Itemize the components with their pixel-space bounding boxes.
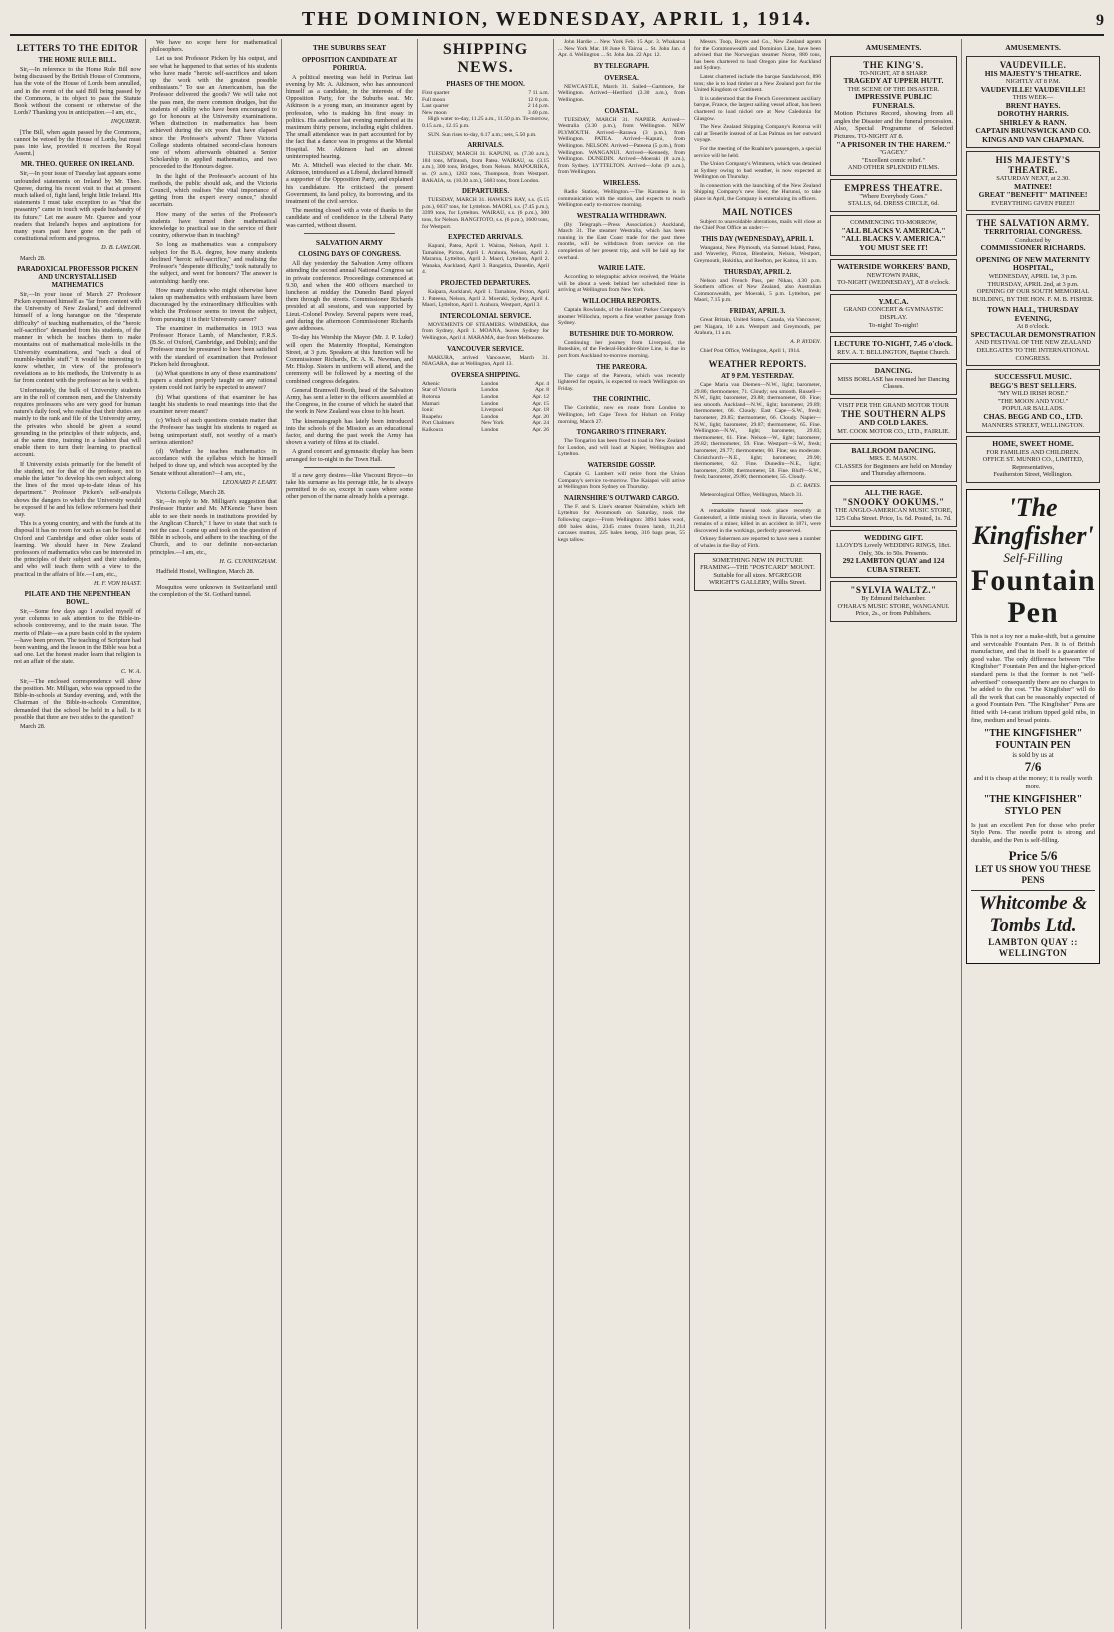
ad-music-store: ALL THE RAGE. "SNOOKY OOKUMS." THE ANGLO-AMERICAN MUSIC STORE, 125 Cuba Street. Price, 1s. 6d. Posted, 1s. 7d.	[830, 485, 957, 527]
mail-body: Nelson and French Pass, per Nikau, 4.30 p.m. Southern offices of New Zealand, also Australian Commonwealth, per Moeraki, 5 p.m. Lyttelton, per Maori, 7.15 p.m.	[694, 277, 821, 304]
masthead-title: THE DOMINION, WEDNESDAY, APRIL 1, 1914.	[301, 8, 813, 30]
ad-kingfisher-pen	[966, 489, 1100, 965]
ad-benefit-matinee: HIS MAJESTY'S THEATRE. SATURDAY NEXT, at 2.30. MATINEE! GREAT "BENEFIT" MATINEE! EVERYTHING GIVEN FREE!!	[966, 151, 1100, 211]
letter-date: March 28.	[20, 723, 46, 731]
mail-body: Great Britain, United States, Canada, via Vancouver, per Niagara, 10 a.m. Westport and Greymouth, per Arahura, 11 a.m.	[694, 317, 821, 337]
letter-signature: INQUIRER.	[110, 118, 141, 126]
letter-body: (d) Whether he teaches mathematics in accordance with the syllabus which he himself helped to draw up, and which was accepted by the Senate without alteration?—I am, etc.,	[150, 447, 277, 477]
article-body: To-day his Worship the Mayor (Mr. J. P. Luke) will open the Maternity Hospital, Kensington Street, at 3 p.m. Speakers at this function will be Commissioner Richards, Dr. A. K. Newman, and Mr. Hislop. Sisters in uniform will attend, and the ceremony will be followed by a meeting of the combined congress delegates.	[286, 334, 413, 385]
table-row: Star of Victoria London Apr. 8	[422, 387, 549, 394]
ad-empress-theatre: EMPRESS THEATRE. "Where Everybody Goes." STALLS, 6d. DRESS CIRCLE, 6d.	[830, 179, 957, 212]
shipping-subheading: BUTESHIRE DUE TO-MORROW.	[569, 330, 674, 338]
divider	[168, 579, 259, 580]
shipping-body: TUESDAY, MARCH 31. HAWKE'S BAY, s.s. (5.15 p.m.), 6037 tons, for Lyttelton. MAORI, s.s. (7.45 p.m.), 3399 tons, for Lyttelton. WAIRAU, s.s. (6 p.m.), 300 tons, for Nelson. RANGITOTO, s.s. (6 p.m.), 1600 tons, for Westport.	[422, 197, 549, 230]
kingfisher-title: 'The Kingfisher'	[972, 492, 1094, 550]
column-amusements-2	[962, 39, 1104, 1629]
shipping-subheading: WILLOCHRA REPORTS.	[582, 298, 661, 306]
weather-heading: WEATHER REPORTS.	[708, 358, 807, 369]
table-row: First quarter 7 11 a.m.	[422, 90, 549, 96]
shipping-body: Kapuni, Patea, April 1. Wairau, Nelson, April 1. Tamahine, Picton, April 1. Arahura, Nelson, April 2. Mararoa, Lyttelton, April 2. Maori, Lyttelton, April 2. Wanaka, Auckland, April 3. Rangatira, Dunedin, April 4.	[422, 243, 549, 276]
mail-body: Wanganui, New Plymouth, via Samuel Island, Patea, and Waverley, Picton, Blenheim, Nelson, Westport, Greymouth, Hokitika, and Reefton, per Kaitoa, 11 a.m.	[694, 244, 821, 265]
ad-vaudeville: VAUDEVILLE. HIS MAJESTY'S THEATRE. NIGHTLY AT 8 P.M. VAUDEVILLE! VAUDEVILLE! THIS WEEK— BRENT HAYES. DOROTHY HARRIS. SHIRLEY & RANN. CAPTAIN BRUNSWICK AND CO. KINGS AND VAN CHAPMAN.	[966, 56, 1100, 149]
shipping-subheading: VANCOUVER SERVICE.	[447, 345, 524, 353]
kingfisher-stylo-name: "THE KINGFISHER"	[983, 793, 1083, 805]
table-row: Last quarter 2 14 p.m.	[422, 103, 549, 110]
mail-subheading: THURSDAY, APRIL 2.	[723, 268, 792, 276]
section-heading-letters: LETTERS TO THE EDITOR	[16, 43, 139, 53]
letter-body: If University exists primarily for the benefit of the student, not for that of the professor, not to enable the latter "to develop his own subject along the lines of the most up-to-date ideas of his department." Professor Picken's self-analysis shows the dangers to which the University would be exposed if he and his fellow reformers had their way.	[14, 460, 141, 518]
shipping-body: MAKURA, arrived Vancouver, March 31. NIAGARA, due at Wellington, April 13.	[422, 354, 549, 368]
shipping-body: Continuing her journey from Liverpool, the Buteshire, of the Federal-Houlder-Shire Line, is due in port from Auckland to-morrow morning.	[558, 339, 685, 359]
sun-text: SUN. Sun rises to-day, 6.17 a.m.; sets, 5.50 p.m.	[428, 131, 537, 138]
letter-signature: D. B. LAWLOR.	[101, 244, 141, 252]
shipping-subheading: PROJECTED DEPARTURES.	[440, 280, 531, 288]
ad-dancing: DANCING. MISS BORLASE has resumed her Dancing Classes.	[830, 363, 957, 395]
table-row: New moon 3 40 p.m.	[422, 109, 549, 116]
shipping-subheading: WESTRALIA WITHDRAWN.	[576, 212, 667, 220]
filler-item: If a new gory desires—like Viscount Bryce—to take his surname as his peerage title, he is always permitted to do so, except in cases where some other person of the name already holds a peerage.	[286, 471, 413, 501]
ad-ymca-concert: Y.M.C.A. GRAND CONCERT & GYMNASTIC DISPLAY. To-night! To-night!	[830, 294, 957, 333]
kingfisher-firm: Whitcombe & Tombs Ltd.	[971, 890, 1095, 937]
letter-body: Unfortunately, the bulk of University students are in the roll of common men, and the University requires professors who are very good for human nature's daily food, who realise that their duties are mainly to the rank and file of the University army, the privates who should be given a sound grounding in the principles of their subjects, and, at the same time, training in a fashion that will enable them to turn their learning to practical account.	[14, 386, 141, 459]
letter-body: How many students who might otherwise have taken up mathematics with enthusiasm have been discouraged by the extraordinary difficulties with which the Professor seems to invest the subject, from pursuing it in their University career?	[150, 286, 277, 323]
kingfisher-fountain-pen: FOUNTAIN PEN	[995, 740, 1071, 752]
filler-item: A remarkable funeral took place recently at Guntersdorf, a little mining town in Bavaria, when the remains of a miner, killed in an accident in 1871, were discovered in the workings, perfectly preserved.	[694, 508, 821, 534]
kingfisher-stylo-price: Price 5/6	[1008, 848, 1058, 864]
kingfisher-call: LET US SHOW YOU THESE PENS	[975, 864, 1091, 886]
shipping-subheading: BY TELEGRAPH.	[593, 62, 650, 70]
ad-salvation-army: THE SALVATION ARMY. TERRITORIAL CONGRESS. Conducted by COMMISSIONER RICHARDS. OPENING OF NEW MATERNITY HOSPITAL, WEDNESDAY, APRIL 1st, 3 p.m. THURSDAY, APRIL 2nd, at 3 p.m. OPENING OF OUR SOUTH MEMORIAL BUILDING, BY THE HON. F. M. B. FISHER. TOWN HALL, THURSDAY EVENING, At 8 o'clock. SPECTACULAR DEMONSTRATION AND FESTIVAL OF THE NEW ZEALAND DELEGATES TO THE INTERNATIONAL CONGRESS.	[966, 214, 1100, 366]
shipping-body: TUESDAY, MARCH 31. NAPIER. Arrived—Westralia (3.30 p.m.), from Wellington. NEW PLYMOUTH. Arrived—Rarawa (3 p.m.), from Wellington. PATEA. Arrived—Kapuni, from Wellington. NELSON. Arrived—Pateena (5 p.m.), from Wellington. WANGANUI. Arrived—Kennedy, from Wellington. DUNEDIN. Arrived—Moeraki (8 a.m.), from Sydney. LYTTELTON. Arrived—John (9 a.m.), from Wellington.	[558, 116, 685, 176]
shipping-subheading: THE PAREORA.	[596, 363, 647, 371]
article-heading: THE SUBURBS SEAT	[312, 43, 387, 52]
shipping-subheading: DEPARTURES.	[461, 188, 510, 196]
letter-body: The examiner in mathematics in 1913 was Professor Horace Lamb, of Manchester, F.R.S. (B.Sc. of Oxford, Cambridge, and Dublin); and the Professor must be presumed to have been satisfied with the standard of examination that Professor Picken held throughout.	[150, 324, 277, 368]
shipping-body: John Hardie ... New York Feb. 15 Apr. 3. Whakarua ... New York Mar. 18 June 8. Tairoa ... St. John Jan. 4 Apr. 4. Wellington ... St. John Jan. 22 Apr. 12.	[558, 39, 685, 59]
letter-body: Sir,—In your issue of Tuesday last appears some unfounded statements on Ireland by Mr. Theo. Queree, during his recent visit to that at present much talked of, fight land, bright little Ireland. His statements I must take exception to as "that the peasantry" came in touch with spade husbandry of its future." Let me assure Mr. Queree and your readers that Ireland's hopes and aspirations for many years past have gone on the path of constitutional reform and progress.	[14, 170, 141, 243]
table-row: Ruapehu London Apr. 20	[422, 413, 549, 420]
amusements-heading: AMUSEMENTS.	[1005, 43, 1061, 52]
letter-signature: H. G. CUNNINGHAM.	[219, 557, 277, 565]
letter-date: March 28.	[20, 254, 46, 262]
shipping-subheading: WATERSIDE GOSSIP.	[587, 461, 656, 469]
kingfisher-price: 7/6	[1024, 759, 1042, 775]
letter-affiliation: Hadfield Hostel, Wellington, March 28.	[156, 568, 255, 576]
shipping-heading: SHIPPING NEWS.	[442, 41, 529, 76]
ad-waterside-band: WATERSIDE WORKERS' BAND, NEWTOWN PARK, TO-NIGHT (WEDNESDAY), AT 8 o'clock.	[830, 259, 957, 291]
article-body: All day yesterday the Salvation Army officers attending the second annual National Congress sat in private conference. Proceedings commenced at 9.30, and when the 400 officers marched to luncheon at midday the Dunedin Band played them through the streets. Commissioner Richards presided at all sessions, and was supported by Lieut.-Colonel Powley. Several papers were read, and during the afternoon Commissioner Richards gave addresses.	[286, 260, 413, 333]
page-number: 9	[1096, 12, 1104, 29]
shipping-body: The F. and S. Line's steamer Nairnshire, which left Lyttelton for Avonmouth on Saturday, took the following cargo:—From Wellington: 3094 bales wool, 400 bales skins, 2345 crates frozen lamb, 11,214 carcases mutton, 225 bales hemp, 316 bags peas, 55 kegs tallow.	[558, 503, 685, 543]
letter-body: (b) What questions of that examiner he has taught his students to read meanings into that the examiner never meant?	[150, 393, 277, 415]
article-subheading: CLOSING DAYS OF CONGRESS.	[298, 251, 401, 259]
mail-affiliation: Chief Post Office, Wellington, April 1, 1914.	[700, 348, 801, 355]
letter-body: Sir,—In reference to the Home Rule Bill now being discussed by the British House of Commons, has the vote of the House of Lords been annulled, and in the event of the said Bill being passed by the Commons, is its object to pass the Statute Book without the consent or otherwise of the Lords? Thanking you in anticipation.—I am, etc.,	[14, 66, 141, 117]
shipping-body: In connection with the launching of the New Zealand Shipping Company's new liner, the Hurunui, to take place in April, the Company is entertaining its officers.	[694, 182, 821, 203]
weather-affiliation: Meteorological Office, Wellington, March 31.	[700, 492, 803, 499]
ad-kings-theatre: THE KING'S. TO-NIGHT, AT 8 SHARP. TRAGEDY AT UPPER HUTT. THE SCENE OF THE DISASTER. IMPRESSIVE PUBLIC FUNERALS. Motion Pictures Record, showing from all angles the Disaster and the funeral procession. Also, Special Programme of Selected Pictures. TO-NIGHT AT 8. "A PRISONER IN THE HAREM." "GAGEY." "Excellent comic relief." AND OTHER SPLENDID FILMS.	[830, 56, 957, 176]
shipping-body: Captain Rowlands, of the Huddart Parker Company's steamer Willochra, reports a fine weather passage from Sydney.	[558, 307, 685, 327]
article-subheading: OPPOSITION CANDIDATE AT PORIRUA.	[301, 56, 398, 72]
column-shipping-telegraph	[554, 39, 690, 1629]
column-shipping	[418, 39, 554, 1629]
letter-heading: PILATE AND THE NEPENTHEAN BOWL.	[24, 591, 131, 606]
shipping-body: NEWCASTLE, March 31. Sailed—Gartmore, for Wellington. Arrived—Hertford (3.30 a.m.), from Wellington.	[558, 83, 685, 103]
shipping-subheading: WAIRIE LATE.	[597, 265, 646, 273]
oversea-shipping-table	[422, 381, 549, 434]
shipping-body: Kaipara, Auckland, April 1. Tamahine, Picton, April 1. Pateena, Nelson, April 2. Moeraki, Sydney, April 4. Maori, Lyttelton, April 1. Arahura, Westport, April 3.	[422, 289, 549, 309]
letter-heading: PARADOXICAL PROFESSOR PICKEN AND UNCRYSTALLISED MATHEMATICS	[17, 265, 138, 289]
letter-body: Sir,—The enclosed correspondence will show the position. Mr. Milligan, who was opposed to the Bible-in-schools at Sunday evening, and, with the Chairman of the Bible-in-schools Committee, demanded that the school be held in a hall. Is it possible that there are two sides to the question?	[14, 677, 141, 721]
ad-begg-music: SUCCESSFUL MUSIC. BEGG'S BEST SELLERS. "MY WILD IRISH ROSE." "THE MOON AND YOU." POPULAR BALLADS. CHAS. BEGG AND CO., LTD. MANNERS STREET, WELLINGTON.	[966, 369, 1100, 433]
ad-all-blacks-film: COMMENCING TO-MORROW, "ALL BLACKS V. AMERICA." "ALL BLACKS V. AMERICA." YOU MUST SEE IT!	[830, 215, 957, 256]
letter-signature: H. F. VON HAAST.	[93, 579, 141, 587]
letter-body: This is a young country, and with the funds at its disposal it has no room for such as can be found at Oxford and Cambridge and other older seats of learning. We should have in New Zealand professors of mathematics who can be interested in the principles of their subject and their students, and who will teach them with a view to the practical in the affairs of life.—I am, etc.,	[14, 520, 141, 578]
article-heading: SALVATION ARMY	[315, 237, 384, 247]
shipping-body: According to telegraphic advice received, the Wairie will be about a week behind her scheduled time in arriving at Wellington from New York.	[558, 274, 685, 294]
shipping-subheading: NAIRNSHIRE'S OUTWARD CARGO.	[564, 494, 679, 502]
letter-heading: MR. THEO. QUEREE ON IRELAND.	[21, 161, 134, 169]
table-row: Kaikoura London Apr. 26	[422, 426, 549, 433]
letter-body: Let us test Professor Picken by his output, and see what he happened to that series of his students who have made "heroic self-sacrifices and taken up the work with the greatest possible enthusiasm." To use an Americanism, has the Professor delivered the goods? We will take not the pass men, the mere common drudges, but the students of ability who have been encouraged to go for honours at the University examinations. When distinction in mathematics has been achieved during the six years that have elapsed since the Professor's advent? Three Victoria College students obtained second-class honours one of whom afterwards obtained a Senior Scholarship in applied mathematics, and two proceeded to the Honours degree.	[150, 55, 277, 171]
shipping-body: The Union Company's Wimmera, which was detained at Sydney owing to bad weather, is now expected at Wellington on Thursday.	[694, 161, 821, 181]
article-body: The kinematograph has lately been introduced into the schools of the Mission as an educational factor, and during the past week the Army has shown a variety of films at its citadel.	[286, 417, 413, 447]
shipping-body: The Corinthic, now en route from London to Wellington, left Cape Town for Hobart on Friday morning, March 27.	[558, 405, 685, 425]
amusements-heading: AMUSEMENTS.	[865, 43, 922, 52]
column-mail-weather	[690, 39, 826, 1629]
kingfisher-sold: is sold by us at	[1012, 751, 1054, 760]
article-body: The meeting closed with a vote of thanks to the candidate and of confidence in the Liberal Party was carried, without dissent.	[286, 207, 413, 229]
column-amusements	[826, 39, 962, 1629]
shipping-subheading: EXPECTED ARRIVALS.	[448, 234, 523, 242]
article-body: A political meeting was held in Porirua last evening by Mr. A. Atkinson, who has announced himself as a candidate, in the interests of the Opposition Party, for the Suburbs seat. Mr. Atkinson is a young man, an insurance agent by profession, who is making his first essay in politics. His audience last evening numbered at its maximum thirty persons, including eight children. The small attendance was in part accounted for by the fact that a dance was in progress at the Mental Hospital. Mr. Atkinson had an almost uninterrupted hearing.	[286, 73, 413, 160]
shipping-body: Messrs. Toop, Boyes and Co., New Zealand agents for the Commonwealth and Dominion Line, have been advised that the Norwegian steamer Norse, 880 tons, has been chartered to load Oregon pine for Auckland and Sydney.	[694, 39, 821, 72]
editor-note: [The Bill, when again passed by the Commons, cannot be vetoed by the House of Lords, but must pass into law, provided it receives the Royal Assent.]	[14, 128, 141, 158]
letter-signature: C. W. A.	[120, 667, 141, 675]
shipping-body: For the meeting of the Ruahine's passengers, a special service will be held.	[694, 145, 821, 159]
shipping-subheading: COASTAL.	[604, 107, 639, 115]
weather-signature: D. C. BATES.	[790, 482, 821, 489]
shipping-body: TUESDAY, MARCH 31. KAPUNI, ss. (7.30 a.m.), 184 tons, M'Intosh, from Patea. WAIRAU, ss. (3.15 a.m.), 300 tons, Bridges, from Nelson. MAPOURIKA, ss. (9 a.m.), 1203 tons, Thompson, from Westport. RAKAIA, ss. (10.30 a.m.), 5683 tons, from London.	[422, 151, 549, 184]
letter-body: In the light of the Professor's account of his methods, the public should ask, and the Victoria Council, which realises "the vital importance of getting from the expert every ounce," should ascertain.	[150, 172, 277, 209]
article-body: Mr. A. Mitchell was elected to the chair. Mr. Atkinson, introduced as a Liberal, declared himself a supporter of the Opposition Party, and explained his candidature. He criticised the present Government, its land policy, its borrowing, and its treatment of the civil service.	[286, 161, 413, 205]
ad-lecture: LECTURE TO-NIGHT, 7.45 o'clock. REV. A. T. BELLINGTON, Baptist Church.	[830, 336, 957, 360]
table-row: Ionic Liverpool Apr. 18	[422, 407, 549, 414]
kingfisher-pen-title: Fountain Pen	[971, 563, 1096, 629]
shipping-body: The Tongariro has been fixed to load in New Zealand for London, and will load at Napier, Wellington and Lyttelton.	[558, 438, 685, 458]
article-body: A grand concert and gymnastic display has been arranged for to-night in the Town Hall.	[286, 448, 413, 463]
kingfisher-subtitle: Self-Filling	[1003, 549, 1063, 565]
article-body: General Bramwell Booth, head of the Salvation Army, has sent a letter to the officers assembled at the Congress, in the course of which he stated that the work in New Zealand was close to his heart.	[286, 386, 413, 416]
letter-body: Sir,—In reply to Mr. Milligan's suggestion that Professor Hunter and Mr. M'Kenzie "have been able to see their needs in institutions provided by the Anglican Church," I have to state that such is not the case. I came up and took on the question of Bible in schools, and adhere to the teaching of the Church, and to our definite non-sectarian principles.—I am, etc.,	[150, 498, 277, 556]
letter-body: We have no scope here for mathematical philosophers.	[150, 39, 277, 54]
table-row: Athenic London Apr. 4	[422, 380, 549, 387]
ad-ballroom-dancing: BALLROOM DANCING. MRS. E. MASON. CLASSES for Beginners are held on Monday and Thursday afternoons.	[830, 443, 957, 482]
kingfisher-body: This is not a toy nor a make-shift, but a genuine and serviceable Fountain Pen. It is of British manufacture, and that in itself is a guarantee of good value. The only difference between "The Kingfisher" Fountain Pen and the higher-priced standard pens is that the former is not "self-advertised" consequently there are no charges to be added to the cost. "The Kingfisher" will do all the work that can be reasonably expected of a good Fountain Pen. "The Kingfisher" Pens are fitted with 14-carat iridium tipped gold nibs, in fine, medium and broad points.	[971, 632, 1096, 724]
column-letters-continued	[146, 39, 282, 1629]
ad-picture-framing: SOMETHING NEW IN PICTURE FRAMING—THE "POSTCARD" MOUNT. Suitable for all sizes. M'GREGOR WRIGHT'S GALLERY, Willis Street.	[694, 553, 821, 591]
kingfisher-stylo-body: Is just an excellent Pen for those who prefer Stylo Pens. The needle point is strong and durable, and the Pen is self-filling.	[971, 821, 1096, 844]
letter-body: So long as mathematics was a compulsory subject for the B.A. degree, how many students declined "heroic self-sacrifice," and realising the Professor's "desperate difficulty," took naturally to the subject, and went for honours? The answer is astonishing: hardly one.	[150, 241, 277, 285]
mail-signature: A. P. RYDEN.	[790, 338, 821, 345]
letter-affiliation: Victoria College, March 28.	[156, 488, 226, 496]
table-row: Full moon 12 0 p.m.	[422, 96, 549, 103]
divider	[304, 467, 395, 468]
shipping-subheading: TONGARIRO'S ITINERARY.	[576, 429, 667, 437]
columns	[10, 39, 1104, 1629]
letter-body: Sir,—Some few days ago I availed myself of your columns to ask attention to the Bible-in-schools controversy, and to the main issue. The merits of Pilate—as a pure basin cold in the system—have been proven. The teaching of Scripture had been wanting, and the lesson in the Bible was but a sad one. Let the honest reader learn that religion is not an affair of the state.	[14, 608, 141, 666]
moon-phases-table	[422, 90, 549, 116]
shipping-body: Latest chartered include the barque Sandalwood, 896 tons; she is to load timber at a New Zealand port for the United Kingdom or Continent.	[694, 73, 821, 94]
weather-subheading: AT 9 P.M. YESTERDAY.	[721, 372, 794, 380]
shipping-subheading: PHASES OF THE MOON.	[446, 81, 525, 88]
column-news	[282, 39, 418, 1629]
shipping-subheading: THE CORINTHIC.	[592, 396, 651, 404]
shipping-body: Radio Station, Wellington.—The Karamea is in communication with the station, and expects to reach Wellington early to-morrow morning.	[558, 188, 685, 209]
shipping-body: Captain G. Lambert will retire from the Union Company's service to-morrow. The Kaiapoi will arrive at Wellington from Sydney on Thursday.	[558, 470, 685, 491]
ad-home-sweet-home: HOME, SWEET HOME. FOR FAMILIES AND CHILDREN. OFFICE ST. MUNRO CO., LIMITED, Representatives, Featherston Street, Wellington.	[966, 436, 1100, 483]
shipping-body: The cargo of the Pareora, which was recently lightered for repairs, is expected to reach Wellington on Friday.	[558, 372, 685, 392]
filler-item: Orkney fishermen are reported to have seen a number of whales in the Bay of Firth.	[694, 536, 821, 550]
masthead	[10, 8, 1104, 36]
kingfisher-stylo-pen: STYLO PEN	[1004, 805, 1062, 817]
shipping-subheading: OVERSEA SHIPPING.	[451, 371, 520, 379]
shipping-body: The New Zealand Shipping Company's Rotorua will call at Tenerife instead of at Las Palmas on her outward voyage.	[694, 124, 821, 144]
ad-motor-tour: VISIT PER THE GRAND MOTOR TOUR THE SOUTHERN ALPS AND COLD LAKES. MT. COOK MOTOR CO., LTD., FAIRLIE.	[830, 398, 957, 440]
shipping-body: MOVEMENTS OF STEAMERS. WIMMERA, due from Sydney, April 1. MOANA, leaves Sydney for Wellington, April 4. MARAMA, due from Melbourne.	[422, 321, 549, 342]
mail-subheading: FRIDAY, APRIL 3.	[729, 308, 786, 315]
table-row: Mamari London Apr. 15	[422, 400, 549, 407]
kingfisher-cheap: and it is cheap at the money; it is really worth more.	[973, 775, 1093, 790]
shipping-subheading: WIRELESS.	[602, 179, 641, 187]
divider	[712, 503, 803, 504]
letter-heading: THE HOME RULE BILL.	[38, 57, 117, 64]
letter-body: (a) What questions in any of these examinations' papers a student properly taught on any rational system could not fairly be expected to answer?	[150, 369, 277, 392]
mail-notices-heading: MAIL NOTICES	[722, 206, 793, 217]
kingfisher-address: LAMBTON QUAY :: WELLINGTON	[988, 937, 1078, 959]
shipping-subheading: ARRIVALS.	[467, 142, 504, 150]
mail-subheading: THIS DAY (WEDNESDAY), APRIL 1.	[701, 235, 814, 243]
ad-sylvia-waltz: "SYLVIA WALTZ." By Edmund Belchamber. O'HARA'S MUSIC STORE, WANGANUI. Price, 2s., or from Publishers.	[830, 581, 957, 622]
column-letters	[10, 39, 146, 1629]
letter-body: (c) Which of such questions contain matter that the Professor has taught his students to regard as being unimportant stuff, not worthy of a man's serious attention?	[150, 417, 277, 446]
letter-body: Sir,—In your issue of March 27 Professor Picken expressed himself as "far from content with the University of New Zealand," and delivered himself of a long harangue on the "desperate difficulty" of teaching mathematics, of the "heroic self-sacrifice" demanded from his students, of the manner in which he teaches them to make mountains out of mathematical mole-hills in the University examinations, and "such a deal of mumble-bumble stuff." It would be interesting to know whether, in view of the professor's revelations as to his methods, the University is as far from content with the professor as he is with it.	[14, 290, 141, 385]
kingfisher-name: "THE KINGFISHER"	[983, 728, 1083, 740]
mail-body: Subject to unavoidable alterations, mails will close at the Chief Post Office as under:—	[694, 218, 821, 232]
divider	[304, 233, 395, 234]
ad-wedding-rings: WEDDING GIFT. LLOYD'S Lovely WEDDING RINGS, 18ct. Only, 30s. to 50s. Presents. 292 LAMBTON QUAY and 124 CUBA STREET.	[830, 530, 957, 579]
letter-body: How many of the series of the Professor's students have turned their mathematical knowledge to practical use in the service of their country, otherwise than in teaching?	[150, 210, 277, 240]
shipping-subheading: INTERCOLONIAL SERVICE.	[439, 312, 532, 320]
filler-item: Mosquitos were unknown in Switzerland until the completion of the St. Gothard tunnel.	[150, 584, 277, 599]
table-row: Port Chalmers New York Apr. 24	[422, 420, 549, 427]
shipping-body: (By Telegraph.—Press Association.) Auckland, March 31. The steamer Westralia, which has been running in the East Coast trade for the past three months, will be withdrawn from service on the completion of her present trip, and will be laid up for overhaul.	[558, 221, 685, 261]
shipping-subheading: OVERSEA.	[604, 74, 639, 82]
weather-body: Cape Maria van Diemen—N.W., light; barometer, 29.86; thermometer, 71. Cloudy; sea smooth. Russell—N.W., light; barometer, 29.88; thermometer, 69. Fine; sea smooth. Auckland—N.W., light; barometer, 29.89; thermometer, 66. Cloudy. East Cape—S.W., fresh; barometer, 29.85; thermometer, 66. Cloudy. Napier—N.W., light; barometer, 29.87; thermometer, 65. Fine. Wellington—N.W., light; barometer, 29.83; thermometer, 61. Fine. Nelson—W., light; barometer, 29.82; thermometer, 59. Fine. Westport—S.W., fresh; barometer, 29.77; thermometer, 60. Fine; sea moderate. Christchurch—N.E., light; barometer, 29.90; thermometer, 62. Fine. Dunedin—N.E., light; barometer, 29.88; thermometer, 58. Fine. Bluff—S.W., fresh; barometer, 29.86; thermometer, 55. Cloudy.	[694, 381, 821, 481]
table-row: Rotorua London Apr. 12	[422, 394, 549, 400]
shipping-body: It is understood that the French Government auxiliary barque, France, the largest sailing vessel afloat, has been chartered to load nickel ore at New Caledonia for Glasgow.	[694, 95, 821, 122]
letter-signature: LEONARD P. LEARY.	[222, 478, 277, 486]
tides-text: High water to-day, 11.25 a.m., 11.50 p.m. To-morrow, 0.15 a.m., 12.15 p.m.	[422, 116, 549, 129]
